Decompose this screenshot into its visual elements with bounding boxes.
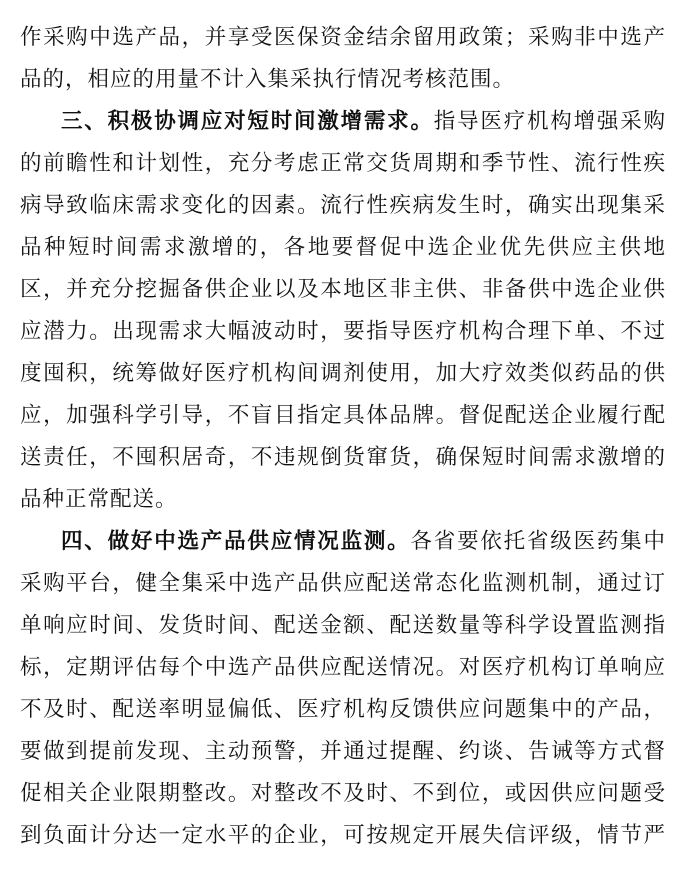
- text-line: [20, 266, 666, 314]
- section-heading: 三、积极协调应对短时间激增需求。: [61, 109, 434, 134]
- text-line: [20, 224, 666, 272]
- text-line: [20, 644, 666, 692]
- section-heading-line: [61, 98, 666, 146]
- section-heading: 四、做好中选产品供应情况监测。: [61, 529, 411, 554]
- text-line: [20, 392, 666, 440]
- line-text: 各省要依托省级医药集中: [410, 529, 666, 554]
- text-line: [20, 728, 666, 776]
- line-text: 品的，相应的用量不计入集采执行情况考核范围。: [20, 67, 516, 92]
- text-line: [20, 308, 666, 356]
- line-text: 采购平台，健全集采中选产品供应配送常态化监测机制，通过订: [20, 571, 666, 596]
- section-heading-line: [61, 518, 666, 566]
- text-line: [20, 476, 666, 524]
- line-text: 应潜力。出现需求大幅波动时，要指导医疗机构合理下单、不过: [20, 319, 666, 344]
- line-text: 作采购中选产品，并享受医保资金结余留用政策；采购非中选产: [20, 25, 666, 50]
- line-text: 到负面计分达一定水平的企业，可按规定开展失信评级，情节严: [20, 823, 666, 848]
- line-text: 区，并充分挖掘备供企业以及本地区非主供、非备供中选企业供: [20, 277, 666, 302]
- line-text: 送责任，不囤积居奇，不违规倒货窜货，确保短时间需求激增的: [20, 445, 666, 470]
- line-text: 度囤积，统筹做好医疗机构间调剂使用，加大疗效类似药品的供: [20, 361, 666, 386]
- line-text: 要做到提前发现、主动预警，并通过提醒、约谈、告诫等方式督: [20, 739, 666, 764]
- text-line: [20, 350, 666, 398]
- line-text: 单响应时间、发货时间、配送金额、配送数量等科学设置监测指: [20, 613, 666, 638]
- text-line: [20, 182, 666, 230]
- text-line: [20, 602, 666, 650]
- line-text: 促相关企业限期整改。对整改不及时、不到位，或因供应问题受: [20, 781, 666, 806]
- line-text: 病导致临床需求变化的因素。流行性疾病发生时，确实出现集采: [20, 193, 666, 218]
- line-text: 品种正常配送。: [20, 487, 178, 512]
- text-line: [20, 140, 666, 188]
- line-text: 标，定期评估每个中选产品供应配送情况。对医疗机构订单响应: [20, 655, 666, 680]
- line-text: 不及时、配送率明显偏低、医疗机构反馈供应问题集中的产品，: [20, 697, 666, 722]
- line-text: 应，加强科学引导，不盲目指定具体品牌。督促配送企业履行配: [20, 403, 666, 428]
- text-line: [20, 686, 666, 734]
- line-text: 品种短时间需求激增的，各地要督促中选企业优先供应主供地: [20, 235, 666, 260]
- line-text: 的前瞻性和计划性，充分考虑正常交货周期和季节性、流行性疾: [20, 151, 666, 176]
- line-text: 指导医疗机构增强采购: [433, 109, 666, 134]
- text-line: [20, 14, 666, 62]
- text-line: [20, 770, 666, 818]
- text-line: [20, 56, 666, 104]
- text-line: [20, 560, 666, 608]
- text-line: [20, 812, 666, 860]
- text-line: [20, 434, 666, 482]
